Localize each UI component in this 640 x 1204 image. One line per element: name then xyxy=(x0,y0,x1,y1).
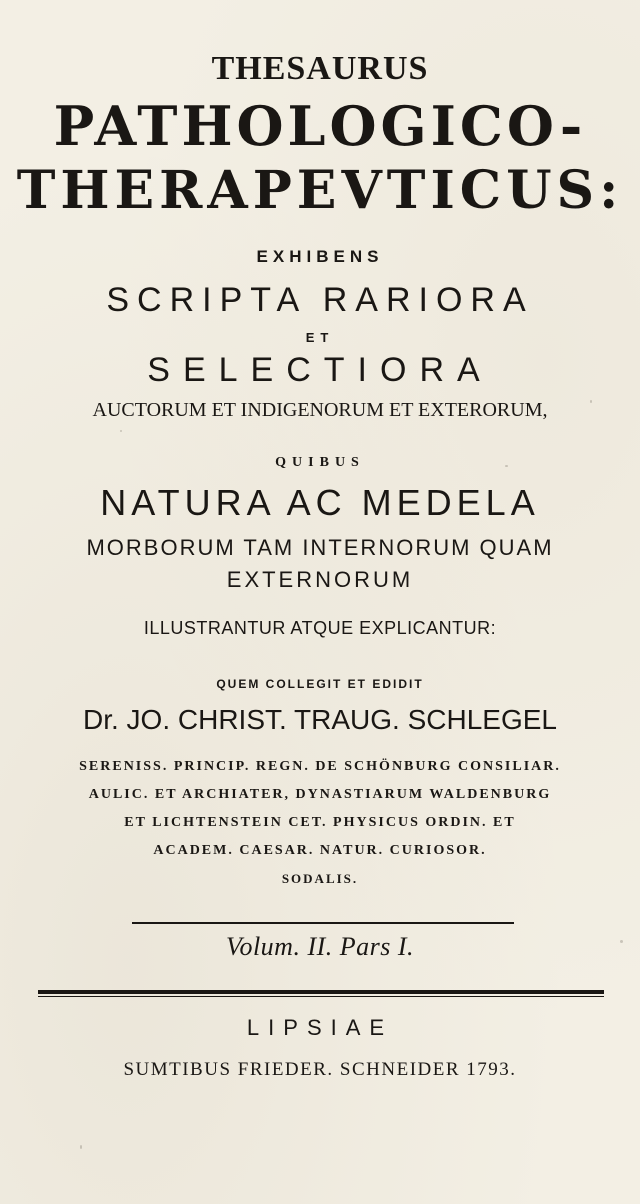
paper-speck xyxy=(120,430,122,432)
quem-collegit-line: QUEM COLLEGIT ET EDIDIT xyxy=(216,677,424,691)
et-line: ET xyxy=(305,330,335,345)
affiliation-line: AULIC. ET ARCHIATER, DYNASTIARUM WALDENBURG xyxy=(88,787,552,802)
exhibens-line: EXHIBENS xyxy=(256,247,384,266)
divider-rule xyxy=(132,922,514,924)
auctorum-line: AUCTORUM ET INDIGENORUM ET EXTERORUM, xyxy=(92,399,548,421)
place-line: LIPSIAE xyxy=(246,1015,394,1040)
affiliation-line: ET LICHTENSTEIN CET. PHYSICUS ORDIN. ET xyxy=(124,815,516,830)
paper-speck xyxy=(505,465,508,467)
morborum-line: MORBORUM TAM INTERNORUM QUAM xyxy=(86,535,554,560)
affiliation-line: SERENISS. PRINCIP. REGN. DE SCHÖNBURG CONSILIAR. xyxy=(79,759,561,774)
title-line-2: THERAPEVTICUS: xyxy=(16,160,624,221)
quibus-line: QUIBUS xyxy=(275,455,365,470)
affiliation-line: SODALIS. xyxy=(281,871,359,886)
paper-speck xyxy=(80,1145,82,1149)
externorum-line: EXTERNORUM xyxy=(226,567,414,592)
series-title: THESAURUS xyxy=(211,50,429,87)
divider-rule-thick xyxy=(38,990,604,994)
natura-ac-medela-line: NATURA AC MEDELA xyxy=(100,482,540,523)
affiliation-line: ACADEM. CAESAR. NATUR. CURIOSOR. xyxy=(153,843,487,858)
illustrantur-line: ILLUSTRANTUR ATQUE EXPLICANTUR: xyxy=(143,618,497,638)
scripta-rariora-line: SCRIPTA RARIORA xyxy=(106,281,534,319)
volume-line: Volum. II. Pars I. xyxy=(225,932,415,961)
selectiora-line: SELECTIORA xyxy=(147,351,493,389)
divider-rule-thin xyxy=(38,996,604,997)
author-line: Dr. JO. CHRIST. TRAUG. SCHLEGEL xyxy=(82,704,558,735)
paper-speck xyxy=(590,400,592,403)
title-line-1: PATHOLOGICO- xyxy=(53,94,587,158)
paper-speck xyxy=(620,940,623,943)
publisher-line: SUMTIBUS FRIEDER. SCHNEIDER 1793. xyxy=(123,1059,517,1080)
